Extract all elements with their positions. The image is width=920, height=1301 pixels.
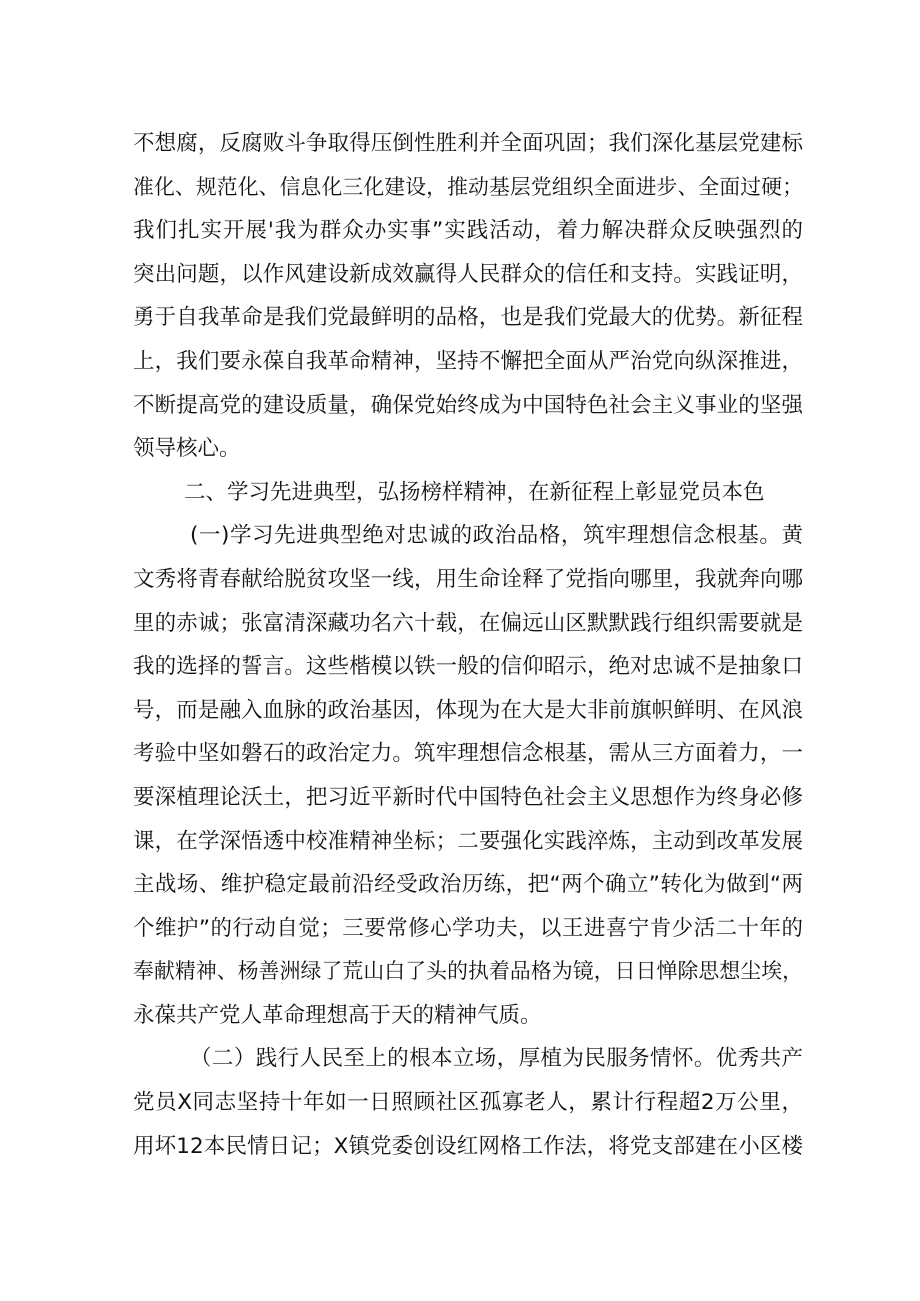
text-line: 我们扎实开展'我为群众办实事”实践活动，着力解决群众反映强烈的: [133, 218, 803, 244]
text-line: 永葆共产党人革命理想高于天的精神气质。: [133, 1002, 542, 1028]
text-line: 考验中坚如磐石的政治定力。筑牢理想信念根基，需从三方面着力，一: [133, 741, 803, 767]
paragraph-people: [133, 1037, 803, 1168]
text-line: 个维护”的行动自觉；三要常修心学功夫，以王进喜宁肯少活二十年的: [133, 915, 803, 941]
text-line: 勇于自我革命是我们党最鲜明的品格，也是我们党最大的优势。新征程: [133, 305, 803, 331]
text-line: 突出问题，以作风建设新成效赢得人民群众的信任和支持。实践证明，: [133, 261, 803, 287]
text-line: 号，而是融入血脉的政治基因，体现为在大是大非前旗帜鲜明、在风浪: [133, 697, 803, 723]
text-line: 课，在学深悟透中校准精神坐标；二要强化实践淬炼，主动到改革发展: [133, 828, 803, 854]
paragraph-loyalty: [133, 514, 803, 1037]
text-line: 文秀将青春献给脱贫攻坚一线，用生命诠释了党指向哪里，我就奔向哪: [133, 566, 803, 592]
text-line: 不断提高党的建设质量，确保党始终成为中国特色社会主义事业的坚强: [133, 392, 803, 418]
text-line: 上，我们要永葆自我革命精神，坚持不懈把全面从严治党向纵深推进，: [133, 348, 803, 374]
text-line: 党员X同志坚持十年如一日照顾社区孤寡老人，累计行程超2万公里，: [133, 1090, 803, 1116]
text-line: 主战场、维护稳定最前沿经受政治历练，把“两个确立”转化为做到“两: [133, 872, 803, 898]
text-line: 用坏12本民情日记；X镇党委创设红网格工作法，将党支部建在小区楼: [133, 1133, 803, 1159]
text-line: 要深植理论沃土，把习近平新时代中国特色社会主义思想作为终身必修: [133, 784, 803, 810]
text-line: 准化、规范化、信息化三化建设，推动基层党组织全面进步、全面过硬；: [133, 174, 803, 199]
paragraph-reform: [133, 122, 803, 471]
text-line: 领导核心。: [133, 436, 241, 462]
text-line: 奉献精神、杨善洲绿了荒山白了头的执着品格为镜，日日惮除思想尘埃，: [133, 959, 803, 984]
section-heading: 二、学习先进典型，弘扬榜样精神，在新征程上彰显党员本色: [184, 479, 765, 505]
text-line: （二）践行人民至上的根本立场，厚植为民服务情怀。优秀共产: [190, 1046, 803, 1072]
text-line: 不想腐，反腐败斗争取得压倒性胜利并全面巩固；我们深化基层党建标: [133, 131, 803, 156]
text-line: (一)学习先进典型绝对忠诚的政治品格，筑牢理想信念根基。黄: [190, 523, 803, 549]
text-line: 里的赤诚；张富清深藏功名六十载，在偏远山区默默践行组织需要就是: [133, 610, 803, 636]
text-line: 我的选择的誓言。这些楷模以铁一般的信仰昭示，绝对忠诚不是抽象口: [133, 654, 803, 680]
document-body: [133, 122, 803, 1168]
